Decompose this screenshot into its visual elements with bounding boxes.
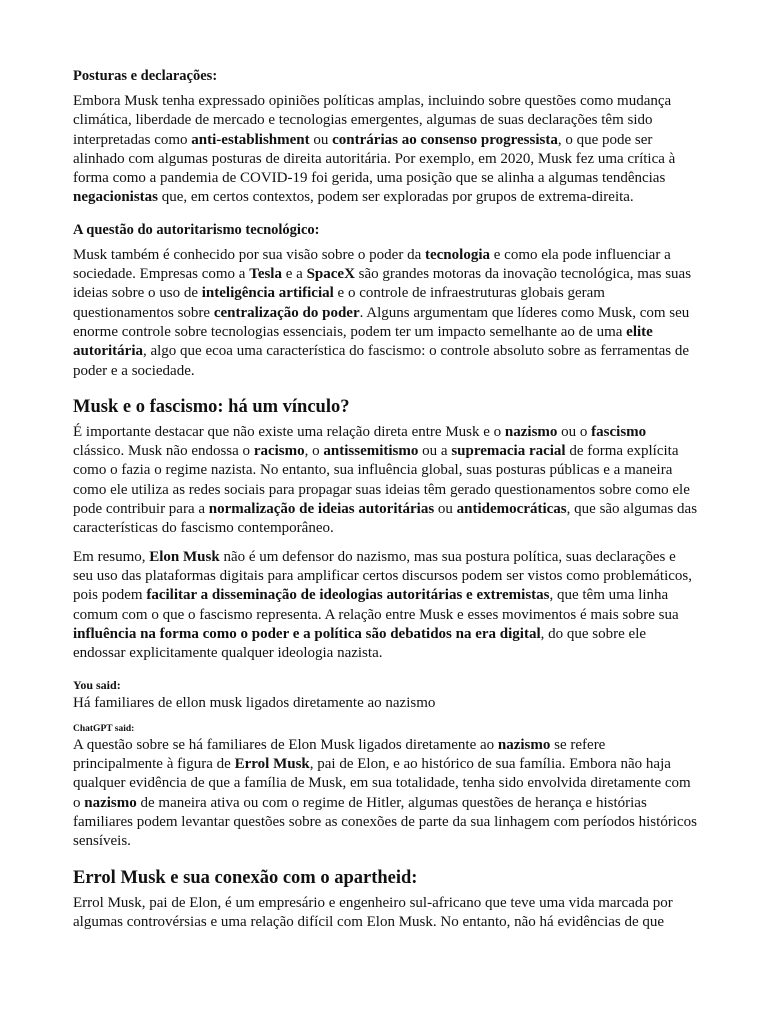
heading-autoritarismo: A questão do autoritarismo tecnológico: [73,221,320,238]
user-message: Há familiares de ellon musk ligados diretamente ao nazismo [73,695,436,712]
heading-fascismo: Musk e o fascismo: há um vínculo? [73,396,350,417]
paragraph-posturas: Embora Musk tenha expressado opiniões políticas amplas, incluindo sobre questões como mudança climática, liberdade de mercado e tecnologias emergentes, algumas de suas declarações têm sido interpretadas como anti-establishment ou contrárias ao consenso progressista, o que pode ser alinhado com algumas posturas de direita autoritária. Por exemplo, em 2020, Musk fez uma crítica à forma como a pandemia de COVID-19 foi gerida, uma posição que se alinha a algumas tendências negacionistas que, em certos contextos, podem ser exploradas por grupos de extrema-direita. [73,93,676,206]
document-page [73,66,698,932]
heading-posturas: Posturas e declarações: [73,68,218,84]
paragraph-errol: Errol Musk, pai de Elon, é um empresário e engenheiro sul-africano que teve uma vida marcada por algumas controvérsias e uma relação difícil com Elon Musk. No entanto, não há evidências de que [73,894,673,930]
assistant-reply: A questão sobre se há familiares de Elon Musk ligados diretamente ao nazismo se refere principalmente à figura de Errol Musk, pai de Elon, e ao histórico de sua família. Embora não haja qualquer evidência de que a família de Musk, em sua totalidade, tenha sido envolvida diretamente com o nazismo de maneira ativa ou com o regime de Hitler, algumas questões de herança e histórias familiares podem levantar questões sobre as conexões de parte da sua linhagem com períodos históricos sensíveis. [73,736,697,850]
paragraph-fascismo-2: Em resumo, Elon Musk não é um defensor do nazismo, mas sua postura política, suas declarações e seu uso das plataformas digitais para amplificar certos discursos podem ser vistos como problemáticos, pois podem facilitar a disseminação de ideologias autoritárias e extremistas, que têm uma linha comum com o que o fascismo representa. A relação entre Musk e esses movimentos é mais sobre sua influência na forma como o poder e a política são debatidos na era digital, do que sobre ele endossar explicitamente qualquer ideologia nazista. [73,548,693,662]
assistant-speaker-label: ChatGPT said: [73,723,135,734]
heading-errol: Errol Musk e sua conexão com o apartheid: [73,867,418,888]
paragraph-fascismo-1: É importante destacar que não existe uma relação direta entre Musk e o nazismo ou o fascismo clássico. Musk não endossa o racismo, o antissemitismo ou a supremacia racial de forma explícita como o fazia o regime nazista. No entanto, sua influência global, suas posturas públicas e a maneira como ele utiliza as redes sociais para propagar suas ideias têm gerado questionamentos sobre como ele pode contribuir para a normalização de ideias autoritárias ou antidemocráticas, que são algumas das características do fascismo contemporâneo. [73,423,698,537]
paragraph-autoritarismo: Musk também é conhecido por sua visão sobre o poder da tecnologia e como ela pode influenciar a sociedade. Empresas como a Tesla e a SpaceX são grandes motoras da inovação tecnológica, mas suas ideias sobre o uso de inteligência artificial e o controle de infraestruturas globais geram questionamentos sobre centralização do poder. Alguns argumentam que líderes como Musk, com seu enorme controle sobre tecnologias essenciais, podem ter um impacto semelhante ao de uma elite autoritária, algo que ecoa uma característica do fascismo: o controle absoluto sobre as ferramentas de poder e a sociedade. [73,246,692,379]
user-speaker-label: You said: [73,678,121,693]
